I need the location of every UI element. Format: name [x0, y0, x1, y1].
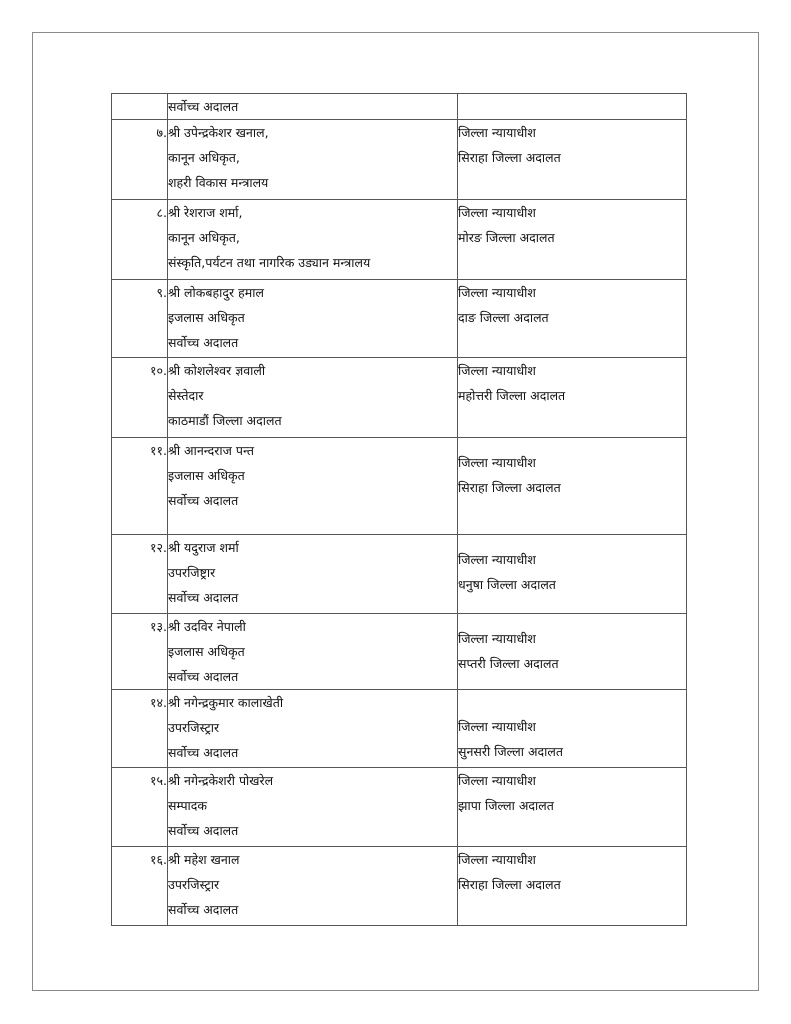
post-court: सिराहा जिल्ला अदालत — [458, 150, 561, 165]
person-cell — [168, 768, 458, 847]
table-row — [112, 535, 687, 614]
post-title: जिल्ला न्यायाधीश — [458, 852, 536, 867]
person-line: श्री कोशलेश्वर ज्ञवाली — [168, 363, 266, 378]
post-cell — [458, 94, 687, 120]
post-court: सप्तरी जिल्ला अदालत — [458, 656, 559, 671]
person-line: श्री रेशराज शर्मा, — [168, 205, 243, 220]
post-cell — [458, 847, 687, 926]
post-court: सिराहा जिल्ला अदालत — [458, 877, 561, 892]
person-line: कानून अधिकृत, — [168, 230, 240, 245]
row-number: १६. — [112, 847, 168, 926]
post-cell — [458, 690, 687, 768]
person-cell — [168, 614, 458, 690]
person-line: श्री उदविर नेपाली — [168, 619, 246, 634]
person-line: श्री उपेन्द्रकेशर खनाल, — [168, 125, 269, 140]
person-line: संस्कृति,पर्यटन तथा नागरिक उड्यान मन्त्रालय — [168, 255, 371, 270]
person-cell — [168, 690, 458, 768]
person-line: श्री नगेन्द्रकेशरी पोखरेल — [168, 773, 274, 788]
table-row — [112, 280, 687, 358]
post-title: जिल्ला न्यायाधीश — [458, 552, 536, 567]
post-court: सिराहा जिल्ला अदालत — [458, 480, 561, 495]
person-line: सर्वोच्च अदालत — [168, 902, 239, 917]
post-court: महोत्तरी जिल्ला अदालत — [458, 388, 566, 403]
post-title: जिल्ला न्यायाधीश — [458, 125, 536, 140]
person-line: श्री लोकबहादुर हमाल — [168, 285, 264, 300]
person-cell — [168, 280, 458, 358]
person-line: सर्वोच्च अदालत — [168, 745, 239, 760]
post-title: जिल्ला न्यायाधीश — [458, 363, 536, 378]
post-court: सुनसरी जिल्ला अदालत — [458, 744, 564, 759]
person-line: उपरजिस्ट्रार — [168, 877, 220, 892]
person-line: इजलास अधिकृत — [168, 644, 245, 659]
person-line: उपरजिस्ट्रार — [168, 720, 220, 735]
person-line: श्री महेश खनाल — [168, 852, 240, 867]
table-row — [112, 438, 687, 535]
person-line: इजलास अधिकृत — [168, 310, 245, 325]
person-cell — [168, 200, 458, 280]
person-line: श्री नगेन्द्रकुमार कालाखेती — [168, 695, 284, 710]
table-row — [112, 690, 687, 768]
post-title: जिल्ला न्यायाधीश — [458, 631, 536, 646]
row-number: १५. — [112, 768, 168, 847]
person-cell — [168, 438, 458, 535]
post-title: जिल्ला न्यायाधीश — [458, 205, 536, 220]
person-line: श्री यदुराज शर्मा — [168, 540, 239, 555]
row-number: ७. — [112, 120, 168, 200]
post-court: दाङ जिल्ला अदालत — [458, 310, 549, 325]
row-number: १०. — [112, 358, 168, 438]
person-cell — [168, 120, 458, 200]
table-row — [112, 358, 687, 438]
table-row — [112, 614, 687, 690]
person-line: सेस्तेदार — [168, 388, 204, 403]
row-number: ८. — [112, 200, 168, 280]
post-court: धनुषा जिल्ला अदालत — [458, 577, 556, 592]
person-line: श्री आनन्दराज पन्त — [168, 443, 254, 458]
post-title: जिल्ला न्यायाधीश — [458, 719, 536, 734]
post-cell — [458, 535, 687, 614]
post-title: जिल्ला न्यायाधीश — [458, 285, 536, 300]
table-row — [112, 768, 687, 847]
person-cell — [168, 535, 458, 614]
post-cell — [458, 768, 687, 847]
row-number — [112, 94, 168, 120]
person-line: कानून अधिकृत, — [168, 150, 240, 165]
post-cell — [458, 200, 687, 280]
post-cell — [458, 438, 687, 535]
person-line: काठमाडौं जिल्ला अदालत — [168, 413, 282, 428]
post-title: जिल्ला न्यायाधीश — [458, 773, 536, 788]
table-row — [112, 847, 687, 926]
person-line: सम्पादक — [168, 798, 208, 813]
person-line: सर्वोच्च अदालत — [168, 335, 239, 350]
table-row — [112, 120, 687, 200]
post-cell — [458, 280, 687, 358]
post-cell — [458, 614, 687, 690]
person-line: सर्वोच्च अदालत — [168, 493, 239, 508]
person-line: सर्वोच्च अदालत — [168, 823, 239, 838]
post-court: झापा जिल्ला अदालत — [458, 798, 554, 813]
table-row — [112, 94, 687, 120]
person-line: इजलास अधिकृत — [168, 468, 245, 483]
table-row — [112, 200, 687, 280]
person-line: सर्वोच्च अदालत — [168, 99, 239, 114]
person-line: सर्वोच्च अदालत — [168, 669, 239, 684]
post-cell — [458, 358, 687, 438]
row-number: ९. — [112, 280, 168, 358]
post-cell — [458, 120, 687, 200]
person-cell — [168, 358, 458, 438]
person-line: सर्वोच्च अदालत — [168, 590, 239, 605]
appointments-table — [111, 93, 687, 926]
row-number: १२. — [112, 535, 168, 614]
post-title: जिल्ला न्यायाधीश — [458, 455, 536, 470]
person-line: उपरजिष्ट्रार — [168, 565, 216, 580]
row-number: १४. — [112, 690, 168, 768]
post-court: मोरङ जिल्ला अदालत — [458, 230, 555, 245]
person-cell — [168, 847, 458, 926]
person-line: शहरी विकास मन्त्रालय — [168, 175, 269, 190]
row-number: १३. — [112, 614, 168, 690]
row-number: ११. — [112, 438, 168, 535]
person-cell — [168, 94, 458, 120]
